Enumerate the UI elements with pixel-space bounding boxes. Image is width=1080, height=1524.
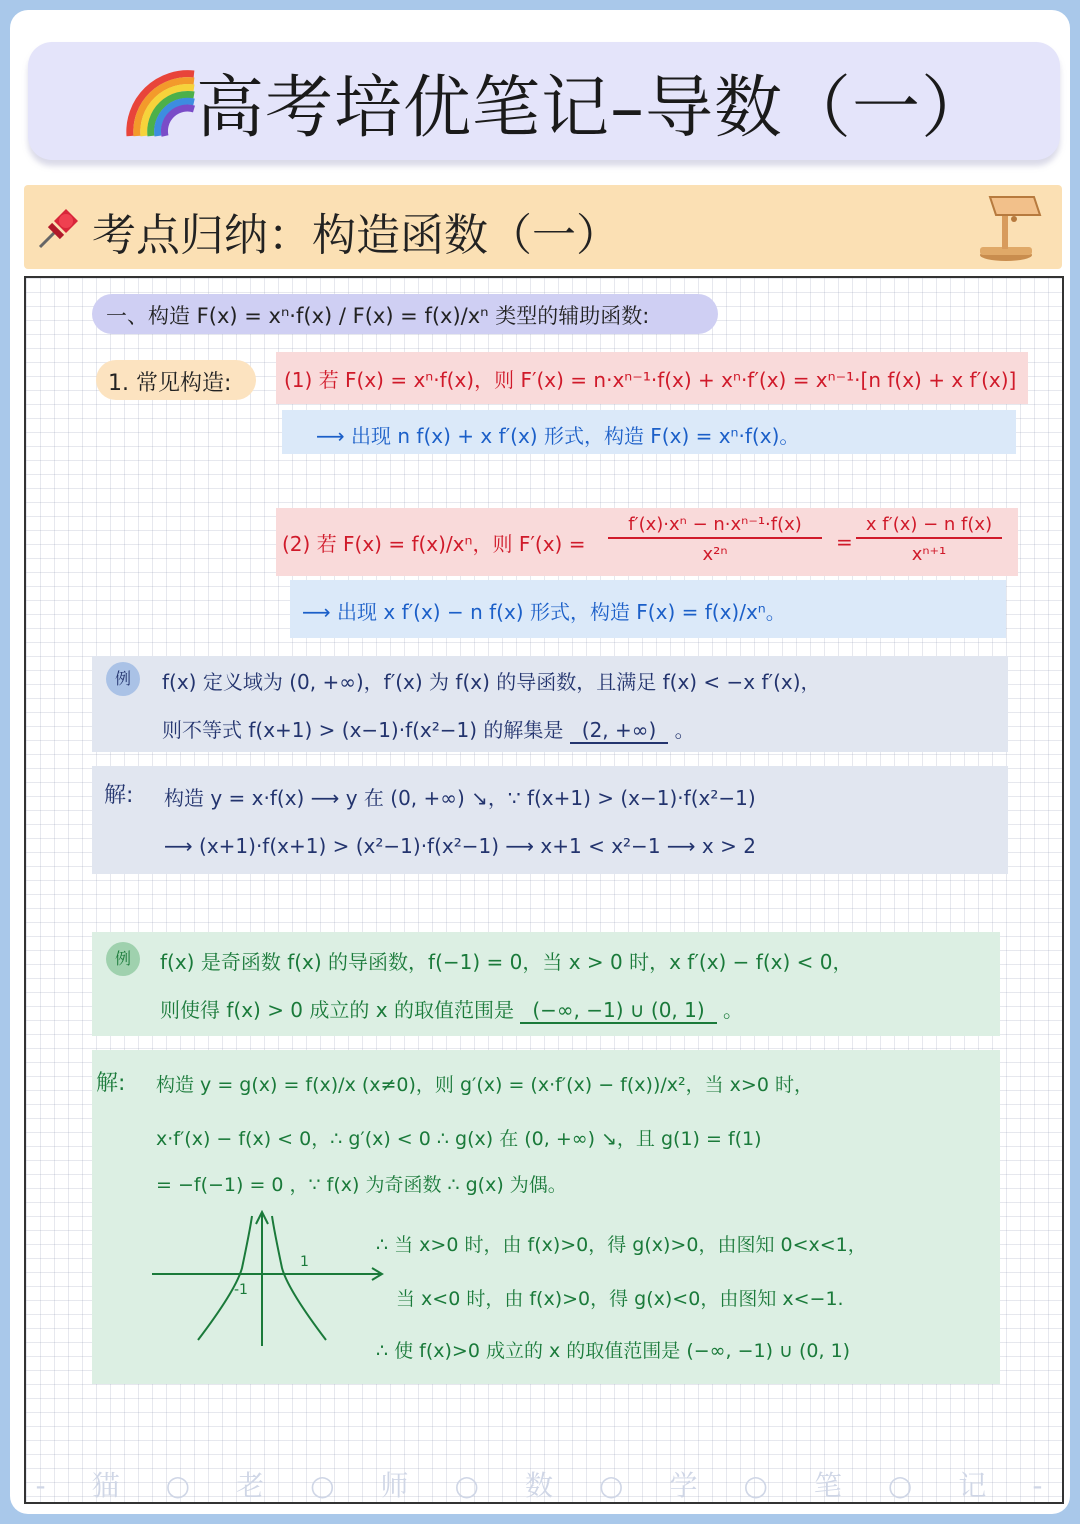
equals-sign: =: [836, 530, 853, 554]
solution2-line4: ∴ 当 x>0 时，由 f(x)>0，得 g(x)>0，由图知 0<x<1，: [376, 1234, 867, 1256]
footer-char: 猫: [91, 1469, 122, 1502]
footer-char: 老: [236, 1469, 267, 1502]
case2-fraction2-denominator: xⁿ⁺¹: [911, 544, 947, 565]
topic-heading: 一、构造 F(x) = xⁿ·f(x) / F(x) = f(x)/xⁿ 类型的辅助函数:: [106, 304, 650, 328]
rainbow-icon: [124, 66, 200, 142]
function-graph: [150, 1210, 386, 1350]
footer-char: 学: [669, 1469, 700, 1502]
page-title: 高考培优笔记–导数（一）: [196, 69, 991, 148]
common-label: 1. 常见构造:: [108, 371, 232, 396]
solution2-line6: ∴ 使 f(x)>0 成立的 x 的取值范围是 (−∞, −1) ∪ (0, 1): [376, 1340, 851, 1362]
solution2-line1: 构造 y = g(x) = f(x)/x (x≠0)，则 g′(x) = (x·f′(x) − f(x))/x²，当 x>0 时，: [156, 1074, 813, 1096]
example1-question: 则不等式 f(x+1) > (x−1)·f(x²−1) 的解集是: [162, 718, 564, 742]
watermark-footer: [10, 1464, 1070, 1504]
case2-note: ⟶ 出现 x f′(x) − n f(x) 形式，构造 F(x) = f(x)/xⁿ。: [302, 600, 786, 624]
solution1-label: 解:: [104, 783, 134, 808]
tick-label-neg1: -1: [234, 1282, 248, 1298]
example1-period: 。: [674, 718, 695, 742]
footer-char: -: [1032, 1469, 1045, 1502]
right-curve: [272, 1216, 326, 1340]
section-header: [24, 185, 1062, 269]
example1-line2: [162, 714, 695, 743]
footer-char: ○: [599, 1469, 626, 1502]
case1-note: ⟶ 出现 n f(x) + x f′(x) 形式，构造 F(x) = xⁿ·f(x)。: [316, 424, 800, 448]
footer-char: ○: [454, 1469, 481, 1502]
solution1-line2: ⟶ (x+1)·f(x+1) > (x²−1)·f(x²−1) ⟶ x+1 < x²−1 ⟶ x > 2: [164, 834, 756, 858]
footer-char: ○: [165, 1469, 193, 1502]
section-label: 考点归纳：构造函数（一）: [92, 210, 620, 261]
example2-line1: f(x) 是奇函数 f(x) 的导函数，f(−1) = 0，当 x > 0 时，x f′(x) − f(x) < 0，: [160, 950, 853, 974]
solution2-line3: = −f(−1) = 0 ，∵ f(x) 为奇函数 ∴ g(x) 为偶。: [156, 1174, 567, 1196]
example1-line1: f(x) 定义域为 (0, +∞)，f′(x) 为 f(x) 的导函数，且满足 f(x) < −x f′(x)，: [162, 670, 821, 694]
example1-badge: 例: [106, 662, 140, 696]
case2-fraction1-denominator: x²ⁿ: [702, 544, 728, 565]
example2-line2: [160, 994, 743, 1023]
title-card: [28, 42, 1060, 160]
solution2-line5: 当 x<0 时，由 f(x)>0，得 g(x)<0，由图知 x<−1.: [396, 1288, 844, 1310]
note-page: [10, 10, 1070, 1514]
pushpin-icon: [36, 203, 84, 251]
case2-formula: (2) 若 F(x) = f(x)/xⁿ，则 F′(x) =: [282, 532, 586, 556]
example1-answer: (2, +∞): [570, 718, 668, 744]
footer-char: ○: [887, 1469, 915, 1502]
footer-char: 记: [958, 1469, 989, 1502]
left-curve: [198, 1216, 252, 1340]
example2-question: 则使得 f(x) > 0 成立的 x 的取值范围是: [160, 998, 514, 1022]
footer-char: ○: [310, 1469, 337, 1502]
desk-lamp-icon: [976, 191, 1046, 263]
footer-char: 笔: [813, 1469, 844, 1502]
tick-label-1: 1: [300, 1254, 309, 1270]
example2-badge: 例: [106, 942, 140, 976]
footer-char: 师: [380, 1469, 411, 1502]
footer-char: 数: [524, 1469, 555, 1502]
solution2-label: 解:: [96, 1071, 126, 1096]
notes-grid: [24, 276, 1064, 1504]
case1-formula: (1) 若 F(x) = xⁿ·f(x)，则 F′(x) = n·xⁿ⁻¹·f(x) + xⁿ·f′(x) = xⁿ⁻¹·[n f(x) + x f′(x)]: [284, 368, 1017, 392]
solution1-line1: 构造 y = x·f(x) ⟶ y 在 (0, +∞) ↘，∵ f(x+1) > (x−1)·f(x²−1): [164, 786, 756, 810]
footer-char: -: [35, 1469, 48, 1502]
case2-fraction2-numerator: x f′(x) − n f(x): [856, 514, 1002, 539]
case2-fraction1-numerator: f′(x)·xⁿ − n·xⁿ⁻¹·f(x): [608, 514, 822, 539]
example2-answer: (−∞, −1) ∪ (0, 1): [520, 998, 716, 1024]
solution2-line2: x·f′(x) − f(x) < 0，∴ g′(x) < 0 ∴ g(x) 在 (0, +∞) ↘，且 g(1) = f(1): [156, 1128, 762, 1150]
example2-period: 。: [723, 998, 744, 1022]
footer-char: ○: [743, 1469, 770, 1502]
